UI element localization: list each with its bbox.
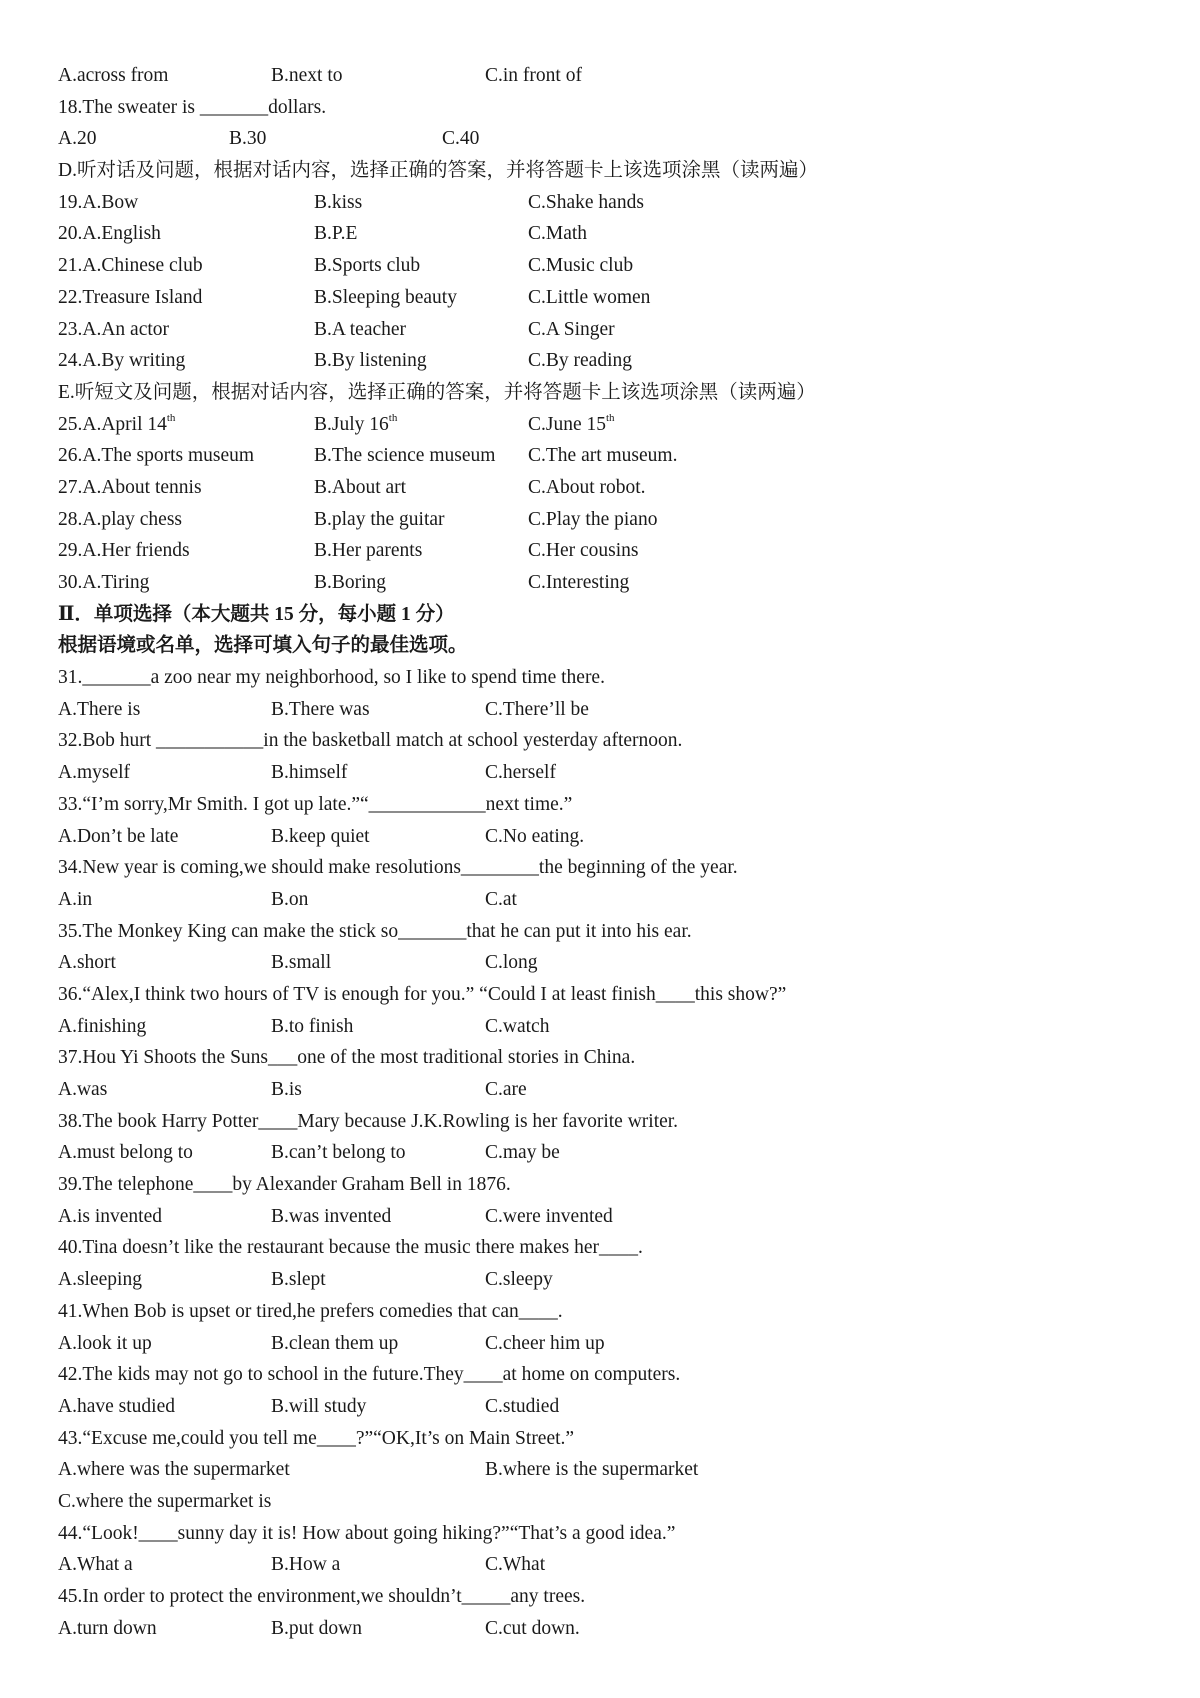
- option-c: C.in front of: [485, 65, 582, 86]
- question-stem-45: 45.In order to protect the environment,we shouldn’t_____any trees.: [58, 1586, 586, 1607]
- options-row-44: A.What a B.How a C.What: [58, 1554, 546, 1576]
- question-stem-41: 41.When Bob is upset or tired,he prefers comedies that can____.: [58, 1300, 563, 1322]
- listening-row-28: 28.A.play chess B.play the guitar C.Play the piano: [58, 508, 658, 530]
- listening-row-24: 24.A.By writing B.By listening C.By reading: [58, 350, 632, 372]
- listening-row-29: 29.A.Her friends B.Her parents C.Her cousins: [58, 540, 639, 562]
- part-2-title: Ⅱ．单项选择（本大题共 15 分，每小题 1 分）: [58, 603, 455, 625]
- listening-row-20: 20.A.English B.P.E C.Math: [58, 223, 588, 245]
- listening-row-23: 23.A.An actor B.A teacher C.A Singer: [58, 318, 615, 340]
- option-b: B.next to: [271, 65, 343, 86]
- options-row-37: A.was B.is C.are: [58, 1079, 527, 1100]
- section-e-heading: E.听短文及问题，根据对话内容，选择正确的答案，并将答题卡上该选项涂黑（读两遍）: [58, 381, 816, 403]
- options-row-34: A.in B.on C.at: [58, 888, 517, 910]
- question-stem-39: 39.The telephone____by Alexander Graham Bell in 1876.: [58, 1174, 511, 1196]
- options-row-43-c: C.where the supermarket is: [58, 1490, 272, 1512]
- options-row-36: A.finishing B.to finish C.watch: [58, 1015, 550, 1037]
- options-row-33: A.Don’t be late B.keep quiet C.No eating.: [58, 825, 585, 847]
- option-b: B.30: [229, 128, 267, 150]
- question-stem-18: 18.The sweater is _______dollars.: [58, 96, 327, 118]
- question-stem-32: 32.Bob hurt ___________in the basketball match at school yesterday afternoon.: [58, 730, 683, 752]
- option-c: C.40: [442, 128, 480, 150]
- options-row-32: A.myself B.himself C.herself: [58, 762, 556, 784]
- options-row-35: A.short B.small C.long: [58, 952, 538, 974]
- options-row-41: A.look it up B.clean them up C.cheer him up: [58, 1332, 605, 1354]
- listening-row-19: 19.A.Bow B.kiss C.Shake hands: [58, 191, 644, 213]
- listening-row-25: 25.A.April 14th B.July 16th C.June 15th: [58, 412, 615, 435]
- options-row-40: A.sleeping B.slept C.sleepy: [58, 1269, 553, 1291]
- options-row-31: A.There is B.There was C.There’ll be: [58, 698, 589, 720]
- listening-row-26: 26.A.The sports museum B.The science museum C.The art museum.: [58, 445, 678, 467]
- question-stem-36: 36.“Alex,I think two hours of TV is enough for you.” “Could I at least finish____this show?”: [58, 983, 787, 1005]
- options-row-43: A.where was the supermarket B.where is the supermarket: [58, 1459, 699, 1481]
- section-d-heading: D.听对话及问题，根据对话内容，选择正确的答案，并将答题卡上该选项涂黑（读两遍）: [58, 160, 818, 182]
- question-stem-35: 35.The Monkey King can make the stick so_______that he can put it into his ear.: [58, 920, 692, 942]
- options-row-39: A.is invented B.was invented C.were invented: [58, 1205, 613, 1227]
- question-stem-38: 38.The book Harry Potter____Mary because J.K.Rowling is her favorite writer.: [58, 1110, 679, 1132]
- exam-page: [0, 60, 1200, 1644]
- listening-row-21: 21.A.Chinese club B.Sports club C.Music club: [58, 255, 634, 277]
- options-row-38: A.must belong to B.can’t belong to C.may be: [58, 1142, 560, 1164]
- question-stem-31: 31._______a zoo near my neighborhood, so I like to spend time there.: [58, 667, 605, 689]
- listening-row-22: 22.Treasure Island B.Sleeping beauty C.Little women: [58, 286, 651, 308]
- question-stem-44: 44.“Look!____sunny day it is! How about going hiking?”“That’s a good idea.”: [58, 1522, 676, 1544]
- option-a: A.20: [58, 128, 97, 150]
- options-row-42: A.have studied B.will study C.studied: [58, 1395, 560, 1417]
- options-row-17: [0, 60, 1200, 92]
- listening-row-30: 30.A.Tiring B.Boring C.Interesting: [58, 572, 630, 593]
- question-stem-33: 33.“I’m sorry,Mr Smith. I got up late.”“____________next time.”: [58, 793, 573, 815]
- option-a: A.across from: [58, 65, 169, 86]
- question-stem-40: 40.Tina doesn’t like the restaurant because the music there makes her____.: [58, 1237, 643, 1259]
- options-row-18: [0, 123, 1200, 155]
- question-stem-34: 34.New year is coming,we should make resolutions________the beginning of the year.: [58, 857, 738, 879]
- question-stem-37: 37.Hou Yi Shoots the Suns___one of the most traditional stories in China.: [58, 1047, 636, 1069]
- part-2-instruction: 根据语境或名单，选择可填入句子的最佳选项。: [58, 635, 468, 657]
- question-stem-43: 43.“Excuse me,could you tell me____?”“OK,It’s on Main Street.”: [58, 1427, 575, 1449]
- listening-row-27: 27.A.About tennis B.About art C.About robot.: [58, 476, 646, 498]
- question-stem-42: 42.The kids may not go to school in the future.They____at home on computers.: [58, 1364, 681, 1386]
- options-row-45: A.turn down B.put down C.cut down.: [58, 1617, 580, 1639]
